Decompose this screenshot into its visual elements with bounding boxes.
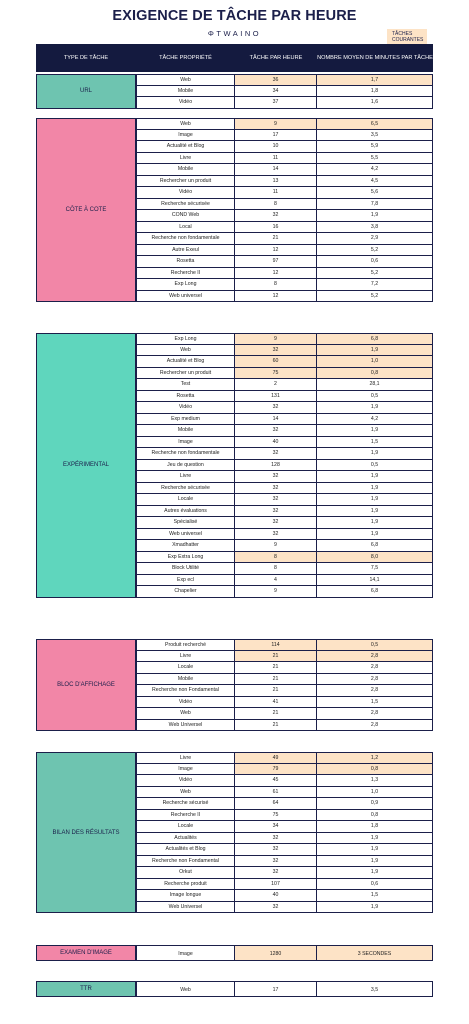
task-property-cell: Locale: [136, 821, 235, 833]
avg-minutes-cell: 1,9: [317, 448, 433, 460]
task-property-cell: Livre: [136, 153, 235, 165]
avg-minutes-cell: 1,9: [317, 494, 433, 506]
avg-minutes-cell: 1,9: [317, 529, 433, 541]
avg-minutes-cell: 1,9: [317, 856, 433, 868]
table-row: [136, 752, 433, 764]
table-row: [136, 245, 433, 257]
task-property-cell: Image longue: [136, 890, 235, 902]
table-row: [136, 187, 433, 199]
task-type-group: URL: [36, 74, 136, 109]
tasks-per-hour-cell: 32: [235, 471, 317, 483]
tasks-per-hour-cell: 21: [235, 674, 317, 686]
avg-minutes-cell: 4,5: [317, 176, 433, 188]
tasks-per-hour-cell: 21: [235, 662, 317, 674]
task-property-cell: Recherche non fondamentale: [136, 448, 235, 460]
task-property-cell: Exp medium: [136, 414, 235, 426]
avg-minutes-cell: 1,9: [317, 506, 433, 518]
avg-minutes-cell: 1,8: [317, 821, 433, 833]
table-row: [136, 810, 433, 822]
avg-minutes-cell: 1,9: [317, 471, 433, 483]
legend-current-tasks: TÂCHES COURANTES: [387, 29, 427, 45]
tasks-per-hour-cell: 32: [235, 448, 317, 460]
table-row: [136, 268, 433, 280]
avg-minutes-cell: 1,5: [317, 697, 433, 709]
table-row: [136, 345, 433, 357]
task-property-cell: Rechercher un produit: [136, 176, 235, 188]
task-property-cell: Mobile: [136, 86, 235, 98]
task-property-cell: Web: [136, 787, 235, 799]
task-property-cell: Rosetta: [136, 256, 235, 268]
tasks-per-hour-cell: 32: [235, 856, 317, 868]
task-property-cell: Vidéo: [136, 97, 235, 109]
tasks-per-hour-cell: 128: [235, 460, 317, 472]
tasks-per-hour-cell: 9: [235, 586, 317, 598]
table-row: [136, 164, 433, 176]
avg-minutes-cell: 0,6: [317, 879, 433, 891]
table-row: [136, 379, 433, 391]
avg-minutes-cell: 14,1: [317, 575, 433, 587]
tasks-per-hour-cell: 1280: [235, 945, 317, 961]
task-property-cell: Recherche non fondamentale: [136, 233, 235, 245]
tasks-per-hour-cell: 32: [235, 517, 317, 529]
avg-minutes-cell: 0,8: [317, 810, 433, 822]
table-row: [136, 279, 433, 291]
tasks-per-hour-cell: 32: [235, 902, 317, 914]
task-property-cell: Livre: [136, 752, 235, 764]
task-property-cell: Web: [136, 74, 235, 86]
task-type-group: EXAMEN D'IMAGE: [36, 945, 136, 961]
table-row: [136, 639, 433, 651]
tasks-per-hour-cell: 21: [235, 233, 317, 245]
tasks-per-hour-cell: 34: [235, 821, 317, 833]
table-row: [136, 575, 433, 587]
avg-minutes-cell: 28,1: [317, 379, 433, 391]
task-property-cell: Web universel: [136, 291, 235, 303]
tasks-per-hour-cell: 8: [235, 563, 317, 575]
tasks-per-hour-cell: 17: [235, 981, 317, 997]
tasks-per-hour-cell: 21: [235, 708, 317, 720]
table-row: [136, 506, 433, 518]
table-row: [136, 981, 433, 997]
tasks-per-hour-cell: 107: [235, 879, 317, 891]
tasks-per-hour-cell: 14: [235, 414, 317, 426]
tasks-per-hour-cell: 97: [235, 256, 317, 268]
task-property-cell: Recherche II: [136, 810, 235, 822]
task-property-cell: Vidéo: [136, 775, 235, 787]
task-property-cell: Web Universel: [136, 902, 235, 914]
avg-minutes-cell: 3,5: [317, 130, 433, 142]
tasks-per-hour-cell: 8: [235, 199, 317, 211]
avg-minutes-cell: 1,3: [317, 775, 433, 787]
avg-minutes-cell: 5,6: [317, 187, 433, 199]
task-property-cell: Autres évaluations: [136, 506, 235, 518]
task-property-cell: Exp Long: [136, 333, 235, 345]
table-row: [136, 662, 433, 674]
avg-minutes-cell: 7,2: [317, 279, 433, 291]
table-header: [36, 44, 433, 72]
task-property-cell: Test: [136, 379, 235, 391]
avg-minutes-cell: 1,9: [317, 844, 433, 856]
avg-minutes-cell: 8,0: [317, 552, 433, 564]
table-row: [136, 153, 433, 165]
tasks-per-hour-cell: 10: [235, 141, 317, 153]
tasks-per-hour-cell: 4: [235, 575, 317, 587]
avg-minutes-cell: 1,9: [317, 517, 433, 529]
tasks-per-hour-cell: 11: [235, 187, 317, 199]
tasks-per-hour-cell: 114: [235, 639, 317, 651]
task-property-cell: Image: [136, 437, 235, 449]
avg-minutes-cell: 0,8: [317, 368, 433, 380]
task-property-cell: Jeu de question: [136, 460, 235, 472]
task-property-cell: Web: [136, 345, 235, 357]
avg-minutes-cell: 0,6: [317, 256, 433, 268]
tasks-per-hour-cell: 40: [235, 437, 317, 449]
task-property-cell: Image: [136, 945, 235, 961]
task-property-cell: COND Web: [136, 210, 235, 222]
avg-minutes-cell: 1,9: [317, 210, 433, 222]
tasks-per-hour-cell: 14: [235, 164, 317, 176]
tasks-per-hour-cell: 32: [235, 529, 317, 541]
tasks-per-hour-cell: 32: [235, 402, 317, 414]
task-property-cell: Xmadhatter: [136, 540, 235, 552]
avg-minutes-cell: 1,9: [317, 902, 433, 914]
task-property-cell: Recherche II: [136, 268, 235, 280]
tasks-per-hour-cell: 32: [235, 833, 317, 845]
task-property-cell: Actualités et Blog: [136, 844, 235, 856]
table-row: [136, 333, 433, 345]
task-property-cell: Vidéo: [136, 697, 235, 709]
avg-minutes-cell: 3 SECONDES: [317, 945, 433, 961]
tasks-per-hour-cell: 21: [235, 651, 317, 663]
avg-minutes-cell: 5,2: [317, 268, 433, 280]
tasks-per-hour-cell: 64: [235, 798, 317, 810]
tasks-per-hour-cell: 41: [235, 697, 317, 709]
table-row: [136, 764, 433, 776]
tasks-per-hour-cell: 21: [235, 720, 317, 732]
table-row: [136, 540, 433, 552]
table-row: [136, 483, 433, 495]
avg-minutes-cell: 6,5: [317, 118, 433, 130]
task-property-cell: Exp Long: [136, 279, 235, 291]
avg-minutes-cell: 2,8: [317, 708, 433, 720]
table-row: [136, 787, 433, 799]
tasks-per-hour-cell: 8: [235, 552, 317, 564]
page-title: EXIGENCE DE TÂCHE PAR HEURE: [112, 8, 357, 24]
task-type-group: BLOC D'AFFICHAGE: [36, 639, 136, 731]
avg-minutes-cell: 3,8: [317, 222, 433, 234]
tasks-per-hour-cell: 2: [235, 379, 317, 391]
avg-minutes-cell: 5,9: [317, 141, 433, 153]
task-type-group: EXPÉRIMENTAL: [36, 333, 136, 598]
tasks-per-hour-cell: 61: [235, 787, 317, 799]
task-property-cell: Exp Extra Long: [136, 552, 235, 564]
tasks-per-hour-cell: 13: [235, 176, 317, 188]
task-property-cell: Mobile: [136, 425, 235, 437]
tasks-per-hour-cell: 79: [235, 764, 317, 776]
task-property-cell: Recherche non Fondamental: [136, 856, 235, 868]
task-property-cell: Produit recherché: [136, 639, 235, 651]
task-property-cell: Image: [136, 764, 235, 776]
task-property-cell: Local: [136, 222, 235, 234]
avg-minutes-cell: 6,8: [317, 540, 433, 552]
task-property-cell: Mobile: [136, 674, 235, 686]
table-row: [136, 856, 433, 868]
table-row: [136, 437, 433, 449]
tasks-per-hour-cell: 11: [235, 153, 317, 165]
tasks-per-hour-cell: 40: [235, 890, 317, 902]
table-row: [136, 879, 433, 891]
table-row: [136, 945, 433, 961]
tasks-per-hour-cell: 37: [235, 97, 317, 109]
avg-minutes-cell: 0,5: [317, 460, 433, 472]
task-property-cell: Livre: [136, 471, 235, 483]
table-row: [136, 674, 433, 686]
tasks-per-hour-cell: 32: [235, 345, 317, 357]
brand-logo: ΦTWAINO: [207, 29, 262, 38]
table-row: [136, 86, 433, 98]
task-property-cell: Mobile: [136, 164, 235, 176]
avg-minutes-cell: 2,9: [317, 233, 433, 245]
table-row: [136, 233, 433, 245]
avg-minutes-cell: 5,2: [317, 291, 433, 303]
table-row: [136, 552, 433, 564]
table-row: [136, 74, 433, 86]
avg-minutes-cell: 2,8: [317, 720, 433, 732]
tasks-per-hour-cell: 9: [235, 118, 317, 130]
tasks-per-hour-cell: 75: [235, 368, 317, 380]
task-property-cell: Locale: [136, 494, 235, 506]
task-property-cell: Chapelier: [136, 586, 235, 598]
avg-minutes-cell: 1,9: [317, 833, 433, 845]
tasks-per-hour-cell: 9: [235, 540, 317, 552]
table-row: [136, 356, 433, 368]
avg-minutes-cell: 7,8: [317, 199, 433, 211]
avg-minutes-cell: 1,6: [317, 97, 433, 109]
tasks-per-hour-cell: 32: [235, 844, 317, 856]
tasks-per-hour-cell: 60: [235, 356, 317, 368]
table-row: [136, 586, 433, 598]
avg-minutes-cell: 7,5: [317, 563, 433, 575]
table-row: [136, 118, 433, 130]
tasks-per-hour-cell: 36: [235, 74, 317, 86]
task-property-cell: Vidéo: [136, 402, 235, 414]
task-property-cell: Livre: [136, 651, 235, 663]
table-row: [136, 821, 433, 833]
avg-minutes-cell: 5,5: [317, 153, 433, 165]
task-property-cell: Orkut: [136, 867, 235, 879]
table-row: [136, 199, 433, 211]
avg-minutes-cell: 4,2: [317, 164, 433, 176]
table-row: [136, 697, 433, 709]
task-property-cell: Recherche sécurisé: [136, 798, 235, 810]
task-property-cell: Actualité et Blog: [136, 356, 235, 368]
avg-minutes-cell: 2,8: [317, 674, 433, 686]
avg-minutes-cell: 0,5: [317, 391, 433, 403]
table-row: [136, 141, 433, 153]
tasks-per-hour-cell: 34: [235, 86, 317, 98]
table-row: [136, 391, 433, 403]
tasks-per-hour-cell: 32: [235, 506, 317, 518]
table-row: [136, 798, 433, 810]
table-row: [136, 775, 433, 787]
task-property-cell: Block Utilité: [136, 563, 235, 575]
table-row: [136, 563, 433, 575]
table-row: [136, 210, 433, 222]
avg-minutes-cell: 1,9: [317, 425, 433, 437]
avg-minutes-cell: 1,7: [317, 74, 433, 86]
table-row: [136, 720, 433, 732]
table-row: [136, 291, 433, 303]
avg-minutes-cell: 1,5: [317, 437, 433, 449]
avg-minutes-cell: 0,8: [317, 764, 433, 776]
task-property-cell: Spécialisé: [136, 517, 235, 529]
avg-minutes-cell: 0,5: [317, 639, 433, 651]
avg-minutes-cell: 1,5: [317, 890, 433, 902]
table-row: [136, 494, 433, 506]
task-property-cell: Rosetta: [136, 391, 235, 403]
task-property-cell: Recherche sécurisée: [136, 483, 235, 495]
header-task-property: TÂCHE PROPRIÉTÉ: [159, 55, 212, 61]
table-row: [136, 222, 433, 234]
avg-minutes-cell: 1,9: [317, 402, 433, 414]
tasks-per-hour-cell: 32: [235, 210, 317, 222]
avg-minutes-cell: 4,2: [317, 414, 433, 426]
task-property-cell: Autre Exeul: [136, 245, 235, 257]
avg-minutes-cell: 1,9: [317, 345, 433, 357]
header-avg-minutes: NOMBRE MOYEN DE MINUTES PAR TÂCHE: [317, 55, 433, 61]
tasks-per-hour-cell: 8: [235, 279, 317, 291]
avg-minutes-cell: 3,5: [317, 981, 433, 997]
tasks-per-hour-cell: 21: [235, 685, 317, 697]
table-row: [136, 685, 433, 697]
avg-minutes-cell: 1,2: [317, 752, 433, 764]
task-property-cell: Web: [136, 118, 235, 130]
task-property-cell: Web: [136, 981, 235, 997]
header-tasks-per-hour: TÂCHE PAR HEURE: [249, 55, 303, 61]
avg-minutes-cell: 2,8: [317, 651, 433, 663]
table-row: [136, 833, 433, 845]
tasks-per-hour-cell: 17: [235, 130, 317, 142]
table-row: [136, 97, 433, 109]
avg-minutes-cell: 6,8: [317, 333, 433, 345]
avg-minutes-cell: 1,0: [317, 356, 433, 368]
table-row: [136, 517, 433, 529]
avg-minutes-cell: 1,9: [317, 867, 433, 879]
avg-minutes-cell: 1,8: [317, 86, 433, 98]
task-property-cell: Recherche non Fondamental: [136, 685, 235, 697]
task-property-cell: Actualités: [136, 833, 235, 845]
table-row: [136, 425, 433, 437]
task-type-group: CÔTE À COTE: [36, 118, 136, 302]
tasks-per-hour-cell: 12: [235, 291, 317, 303]
table-row: [136, 902, 433, 914]
task-type-group: BILAN DES RÉSULTATS: [36, 752, 136, 913]
avg-minutes-cell: 0,9: [317, 798, 433, 810]
tasks-per-hour-cell: 12: [235, 245, 317, 257]
table-row: [136, 471, 433, 483]
avg-minutes-cell: 2,8: [317, 662, 433, 674]
header-task-type: TYPE DE TÂCHE: [63, 55, 109, 61]
table-row: [136, 651, 433, 663]
task-type-group: TTR: [36, 981, 136, 997]
task-property-cell: Web: [136, 708, 235, 720]
tasks-per-hour-cell: 49: [235, 752, 317, 764]
tasks-per-hour-cell: 9: [235, 333, 317, 345]
avg-minutes-cell: 1,0: [317, 787, 433, 799]
table-row: [136, 460, 433, 472]
table-row: [136, 844, 433, 856]
table-row: [136, 414, 433, 426]
task-property-cell: Image: [136, 130, 235, 142]
tasks-per-hour-cell: 45: [235, 775, 317, 787]
tasks-per-hour-cell: 131: [235, 391, 317, 403]
task-property-cell: Vidéo: [136, 187, 235, 199]
tasks-per-hour-cell: 32: [235, 867, 317, 879]
task-property-cell: Web Universel: [136, 720, 235, 732]
table-row: [136, 529, 433, 541]
avg-minutes-cell: 2,8: [317, 685, 433, 697]
tasks-per-hour-cell: 75: [235, 810, 317, 822]
tasks-per-hour-cell: 32: [235, 494, 317, 506]
task-property-cell: Locale: [136, 662, 235, 674]
tasks-per-hour-cell: 16: [235, 222, 317, 234]
tasks-per-hour-cell: 32: [235, 483, 317, 495]
task-property-cell: Actualité et Blog: [136, 141, 235, 153]
table-row: [136, 368, 433, 380]
table-row: [136, 867, 433, 879]
table-row: [136, 176, 433, 188]
table-row: [136, 130, 433, 142]
task-property-cell: Recherche produit: [136, 879, 235, 891]
table-row: [136, 708, 433, 720]
table-row: [136, 402, 433, 414]
table-row: [136, 890, 433, 902]
task-property-cell: Rechercher un produit: [136, 368, 235, 380]
table-row: [136, 448, 433, 460]
avg-minutes-cell: 1,9: [317, 483, 433, 495]
avg-minutes-cell: 5,2: [317, 245, 433, 257]
task-property-cell: Recherche sécurisée: [136, 199, 235, 211]
table-row: [136, 256, 433, 268]
task-property-cell: Web universel: [136, 529, 235, 541]
task-property-cell: Exp ecl: [136, 575, 235, 587]
tasks-per-hour-cell: 12: [235, 268, 317, 280]
avg-minutes-cell: 6,8: [317, 586, 433, 598]
tasks-per-hour-cell: 32: [235, 425, 317, 437]
